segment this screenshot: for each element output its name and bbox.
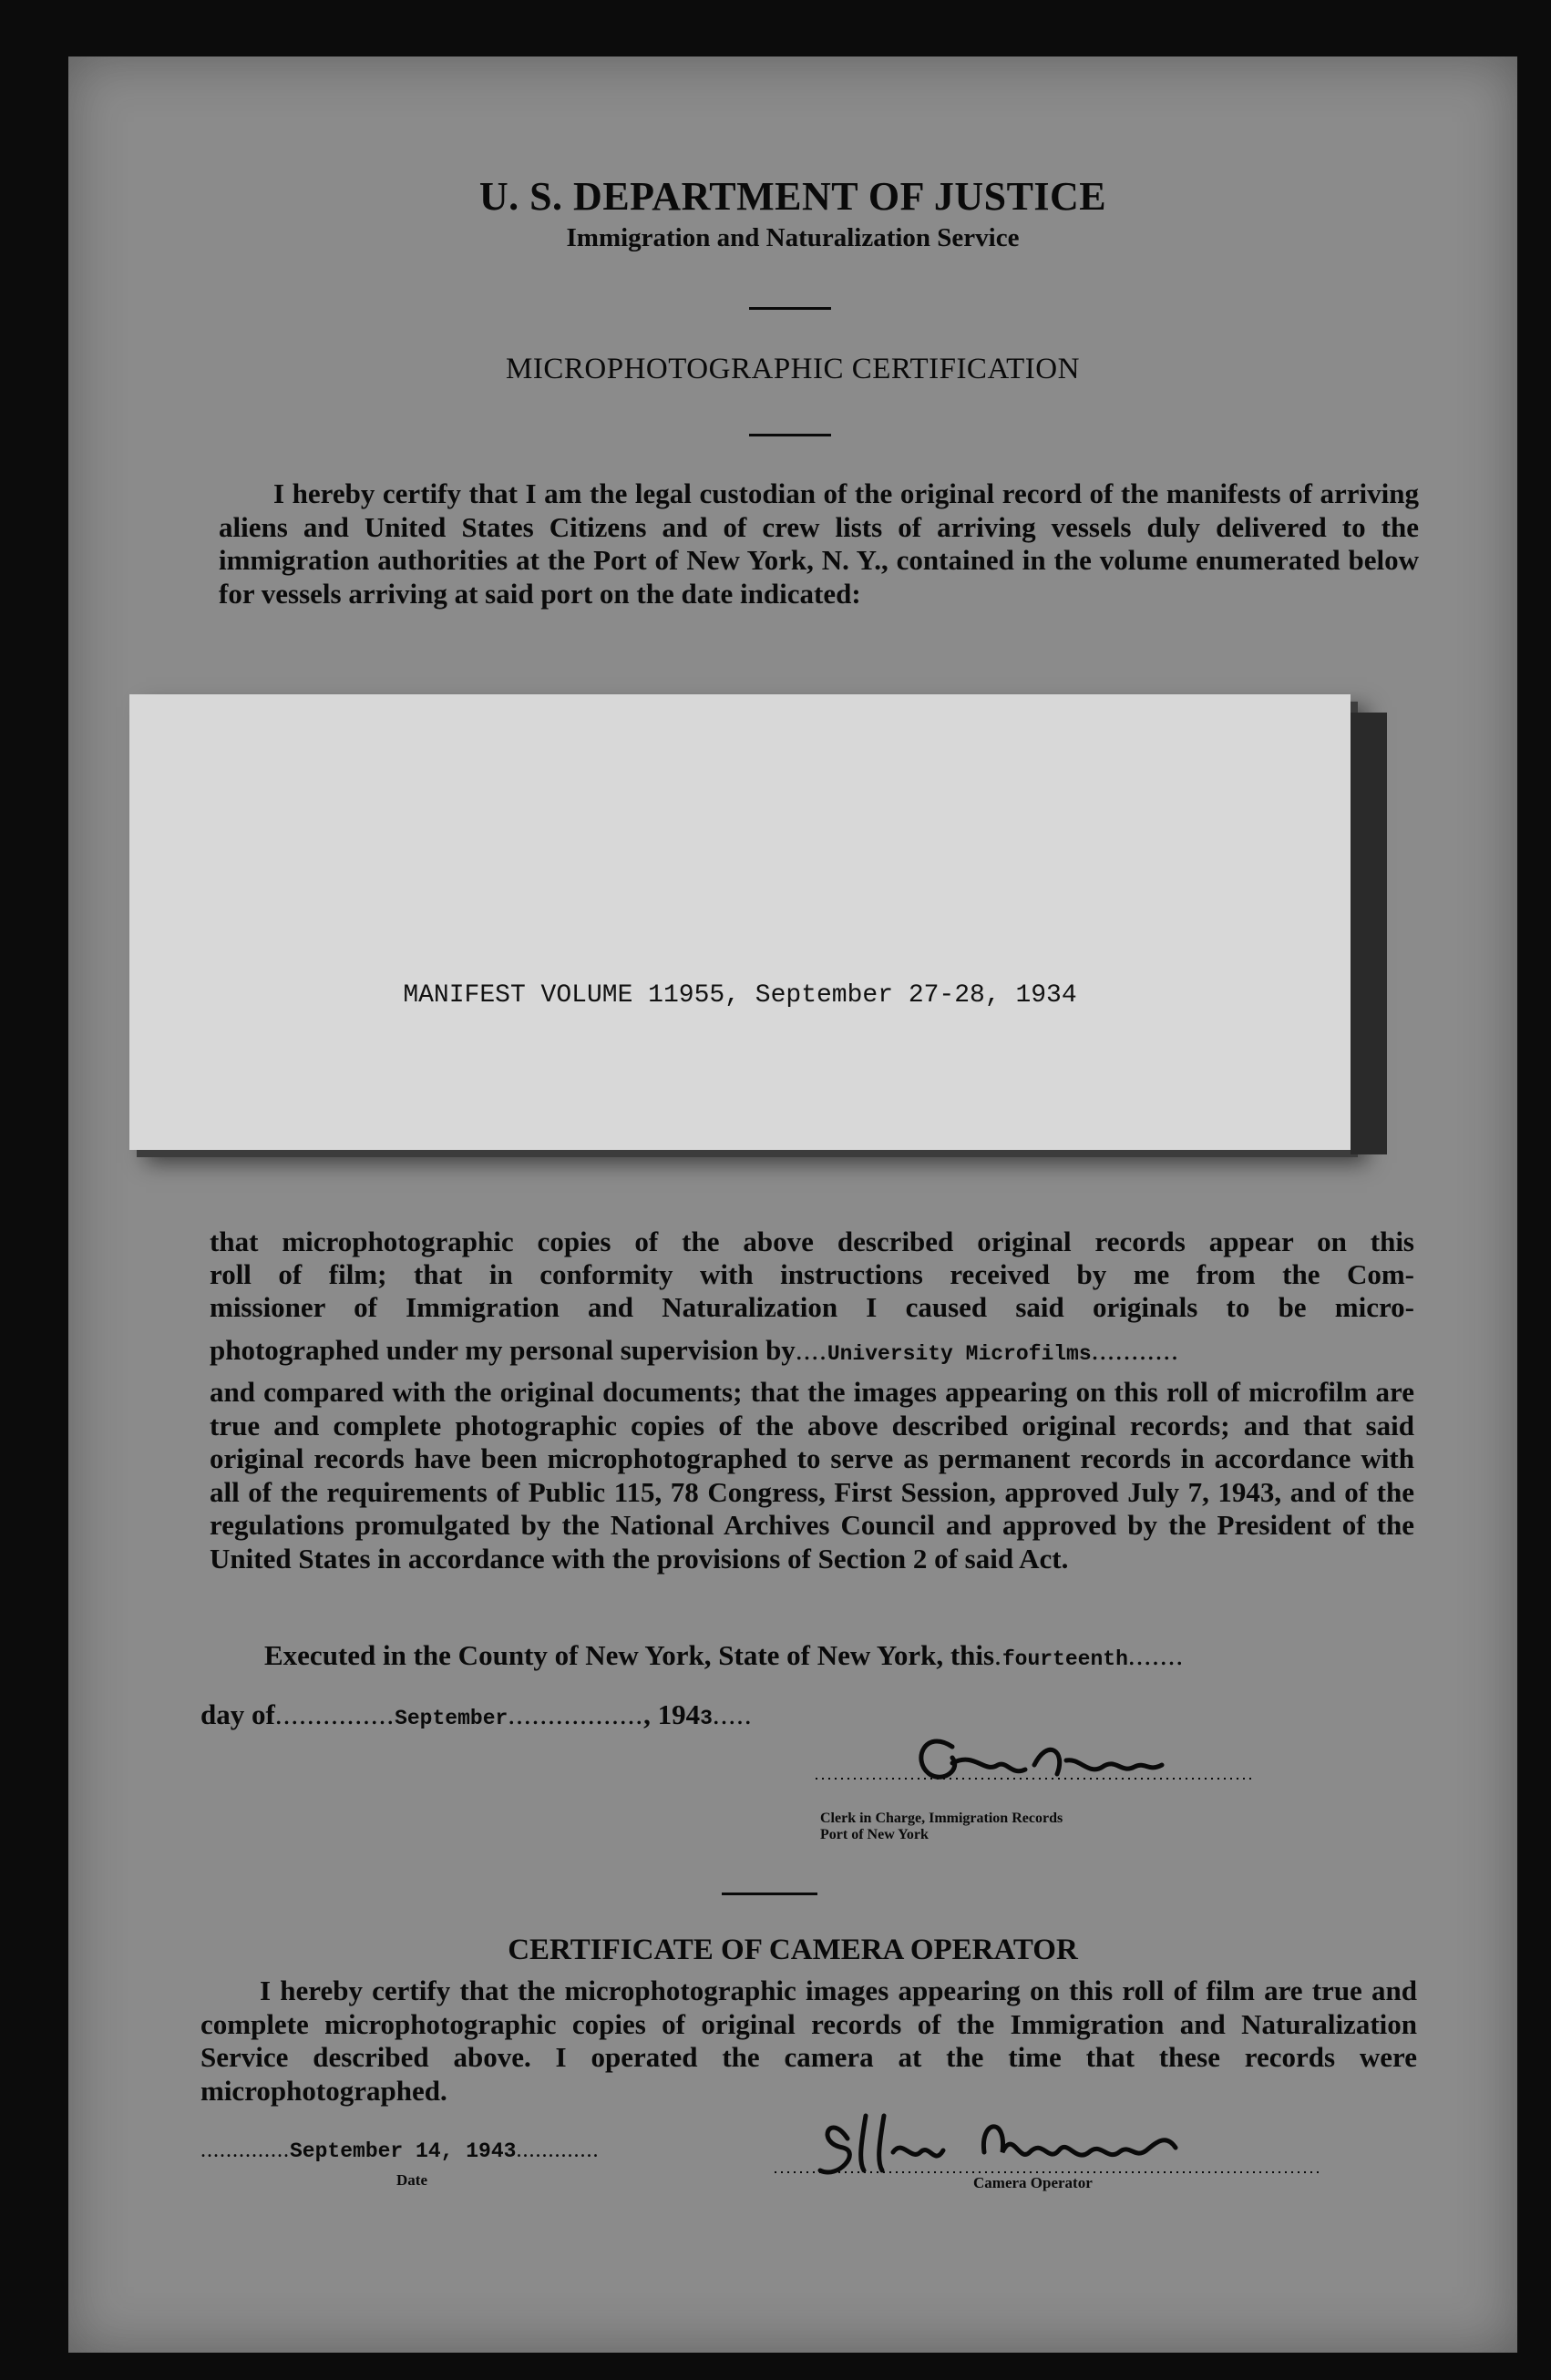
photographer-name: University Microfilms xyxy=(827,1342,1092,1366)
certification-title: MICROPHOTOGRAPHIC CERTIFICATION xyxy=(506,353,1080,385)
manifest-inset-card xyxy=(129,694,1351,1150)
divider-rule xyxy=(749,434,831,436)
executed-prefix: Executed in the County of New York, State of New York, this xyxy=(264,1639,995,1671)
divider-rule xyxy=(749,307,831,310)
day-of-label: day of xyxy=(200,1698,275,1730)
body-line-1: that microphotographic copies of the above described original records appear on this xyxy=(210,1226,1414,1257)
executed-line: Executed in the County of New York, State of New York, this.fourteenth....... xyxy=(264,1639,1185,1671)
clerk-title-line-2: Port of New York xyxy=(820,1827,929,1842)
executed-month: September xyxy=(395,1707,508,1730)
camera-certificate-paragraph: I hereby certify that the microphotographic images appearing on this roll of film are true and complete microphotographic copies of original records of the Immigration and Naturalization Service described above. I operated the camera at the time that these records were microphotographed. xyxy=(200,1975,1417,2107)
photographed-by-line: photographed under my personal supervision by....University Microfilms........... xyxy=(210,1334,1179,1366)
body-line-2: roll of film; that in conformity with instructions received by me from the Com- xyxy=(210,1258,1414,1290)
department-heading: U. S. DEPARTMENT OF JUSTICE xyxy=(478,174,1107,219)
body-paragraph-2: and compared with the original documents; that the images appearing on this roll of microfilm are true and complete photographic copies of the above described original records; and that said original records have been microphotographed to serve as permanent records in accordance with all of the requirements of Public 115, 78 Congress, First Session, approved July 7, 1943, and of the regulations promulgated by the National Archives Council and approved by the President of the United States in accordance with the provisions of Section 2 of said Act. xyxy=(210,1376,1414,1575)
divider-rule xyxy=(722,1893,817,1895)
service-subheading: Immigration and Naturalization Service xyxy=(566,223,1020,252)
day-of-line: day of...............September................., 1943..... xyxy=(200,1698,753,1730)
date-label: Date xyxy=(396,2171,427,2189)
camera-certificate-heading: CERTIFICATE OF CAMERA OPERATOR xyxy=(508,1934,1078,1966)
certificate-sheet xyxy=(68,56,1517,2353)
year-prefix: , 194 xyxy=(643,1698,701,1730)
year-digit: 3 xyxy=(700,1707,713,1730)
photographed-prefix: photographed under my personal supervision by xyxy=(210,1334,796,1366)
camera-operator-label: Camera Operator xyxy=(973,2174,1093,2191)
certificate-date: September 14, 1943 xyxy=(290,2139,517,2163)
clerk-title-line-1: Clerk in Charge, Immigration Records xyxy=(820,1811,1063,1826)
manifest-volume-label: MANIFEST VOLUME 11955, September 27-28, 1934 xyxy=(403,981,1077,1010)
body-line-3: missioner of Immigration and Naturalization I caused said originals to be micro- xyxy=(210,1291,1414,1323)
executed-day: fourteenth xyxy=(1001,1647,1128,1671)
clerk-signature xyxy=(816,1719,1253,1806)
card-shadow-edge xyxy=(1351,713,1387,1154)
date-line: ..............September 14, 1943............. xyxy=(200,2139,600,2163)
intro-paragraph: I hereby certify that I am the legal custodian of the original record of the manifests of arriving aliens and United States Citizens and of crew lists of arriving vessels duly delivered to the immigration authorities at the Port of New York, N. Y., contained in the volume enumerated below for vessels arriving at said port on the date indicated: xyxy=(219,477,1419,610)
